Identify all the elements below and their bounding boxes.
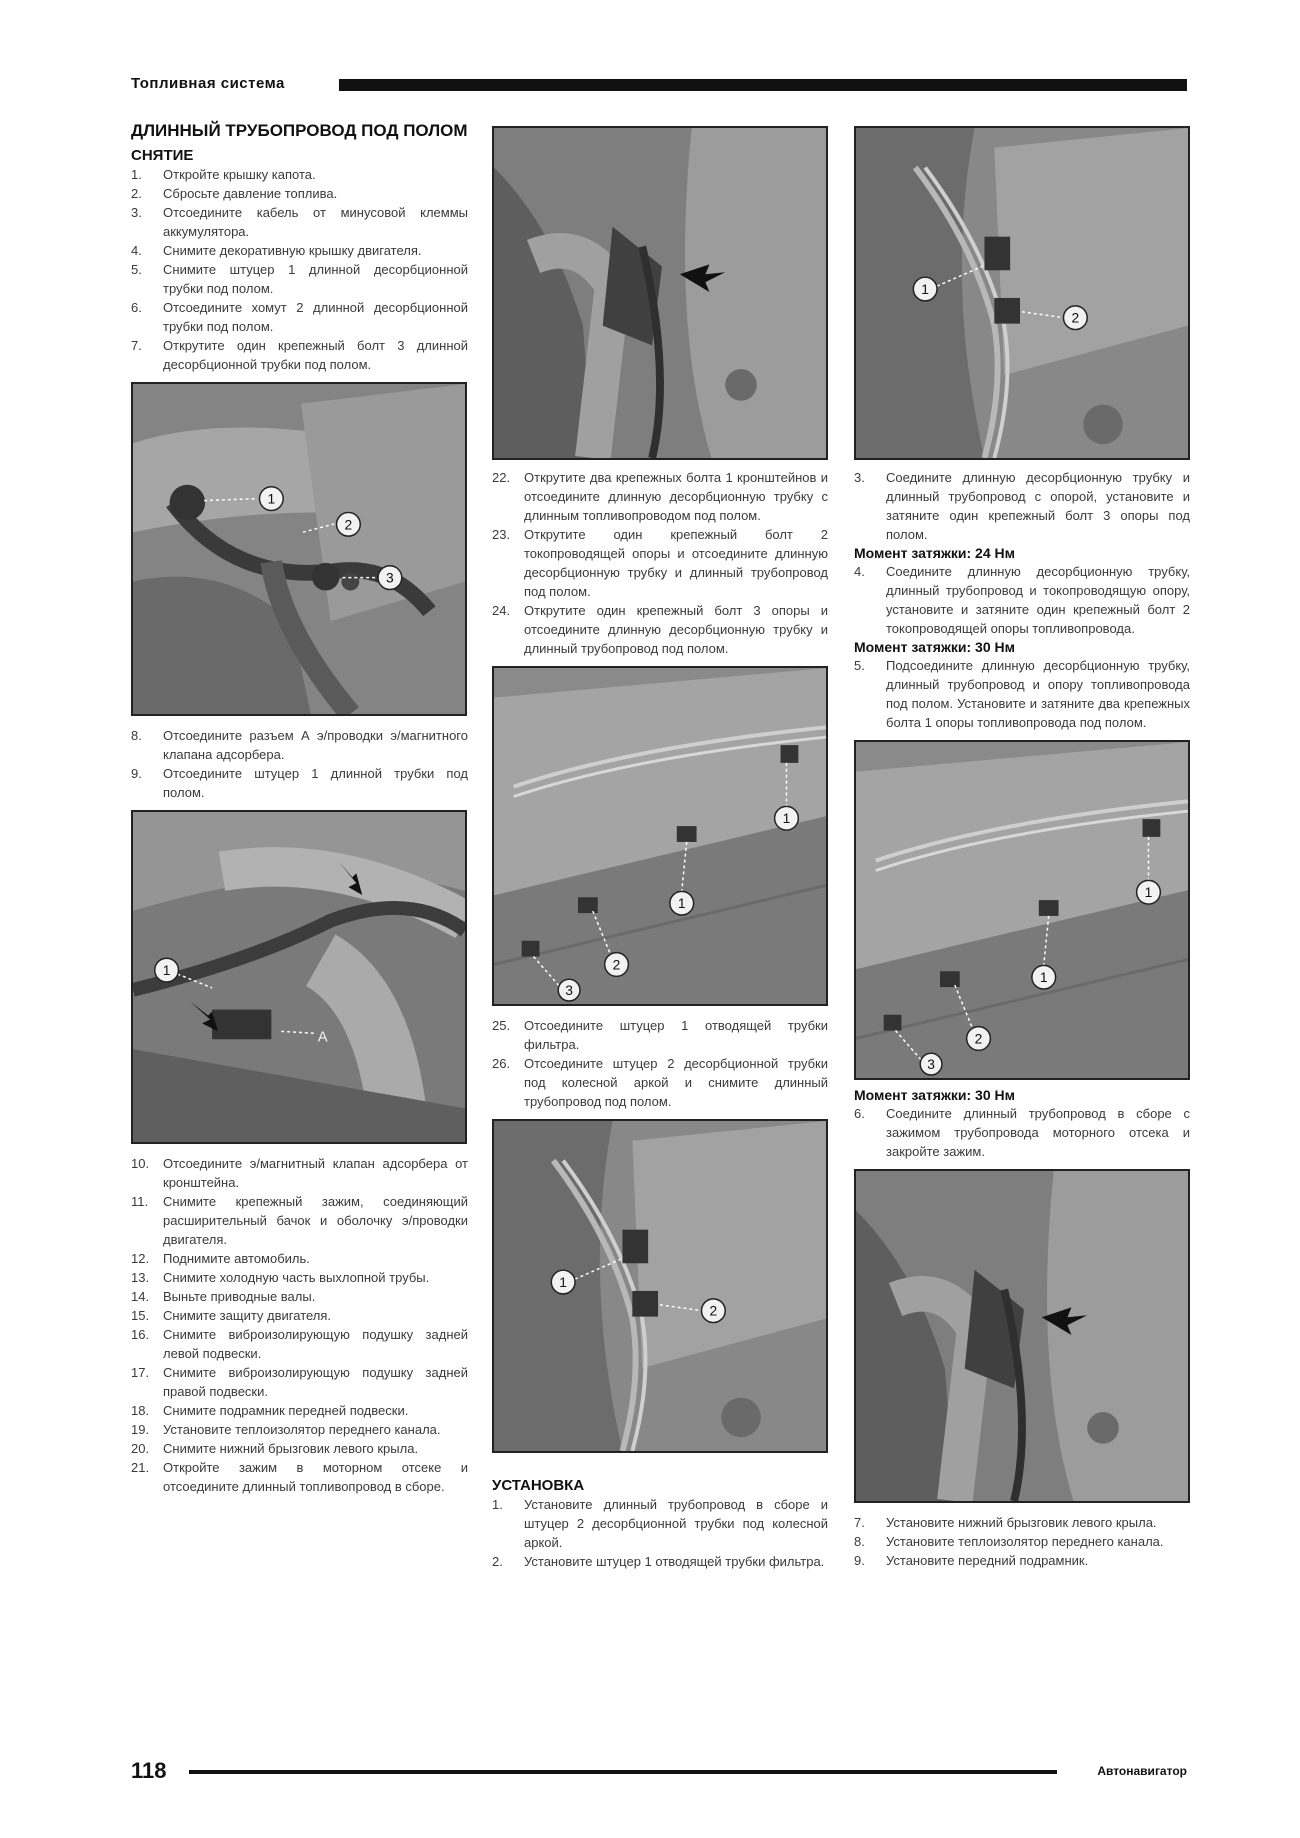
step-text: Установите теплоизолятор переднего канала. xyxy=(886,1534,1164,1549)
callout-1: 1 xyxy=(921,281,930,298)
callout-2: 2 xyxy=(1071,309,1080,326)
step-number: 2. xyxy=(492,1554,503,1569)
step-text: Открутите один крепежный болт 2 токопроводящей опоры и отсоедините длинную десорбционную трубку и длинный трубопровод под полом. xyxy=(524,527,828,599)
step-number: 3. xyxy=(854,470,865,485)
list-item xyxy=(854,1532,1190,1551)
step-text: Поднимите автомобиль. xyxy=(163,1251,310,1266)
torque-note: Момент затяжки: 24 Нм xyxy=(854,545,1015,561)
step-number: 5. xyxy=(854,658,865,673)
step-number: 3. xyxy=(131,205,142,220)
step-text: Открутите один крепежный болт 3 опоры и отсоедините длинную десорбционную трубку и длинный трубопровод под полом. xyxy=(524,603,828,656)
figure-engine-bay-1-drawing xyxy=(133,384,465,714)
step-text: Открутите два крепежных болта 1 кронштейнов и отсоедините длинную десорбционную трубку с длинным топливопроводом под полом. xyxy=(524,470,828,523)
figure-underbody-2-drawing xyxy=(494,668,826,1004)
step-text: Сбросьте давление топлива. xyxy=(163,186,338,201)
list-item xyxy=(131,203,468,241)
step-number: 24. xyxy=(492,603,511,618)
step-list xyxy=(854,656,1190,732)
step-number: 17. xyxy=(131,1365,150,1380)
callout-a: A xyxy=(317,1029,328,1046)
step-number: 4. xyxy=(131,243,142,258)
column-1 xyxy=(131,118,468,1496)
step-text: Соедините длинный трубопровод в сборе с зажимом трубопровода моторного отсека и закройте зажим. xyxy=(886,1106,1190,1159)
step-number: 22. xyxy=(492,470,511,485)
column-2 xyxy=(492,126,828,1571)
removal-heading: СНЯТИЕ xyxy=(131,147,194,164)
step-text: Установите нижний брызговик левого крыла. xyxy=(886,1515,1157,1530)
step-list xyxy=(854,1104,1190,1161)
torque-note: Момент затяжки: 30 Нм xyxy=(854,1087,1015,1103)
list-item xyxy=(854,656,1190,732)
list-item xyxy=(131,298,468,336)
step-number: 1. xyxy=(131,167,142,182)
list-item xyxy=(492,468,828,525)
step-text: Установите длинный трубопровод в сборе и штуцер 2 десорбционной трубки под колесной аркой. xyxy=(524,1497,828,1550)
step-text: Снимите штуцер 1 длинной десорбционной трубки под полом. xyxy=(163,262,468,296)
step-text: Отсоедините штуцер 1 отводящей трубки фильтра. xyxy=(524,1018,828,1052)
step-text: Отсоедините э/магнитный клапан адсорбера от кронштейна. xyxy=(163,1156,468,1190)
step-number: 8. xyxy=(131,728,142,743)
callout-2: 2 xyxy=(612,956,621,973)
callout-1: 1 xyxy=(559,1274,568,1291)
header-bar xyxy=(339,79,1187,91)
callout-3: 3 xyxy=(927,1056,935,1073)
step-number: 9. xyxy=(131,766,142,781)
step-text: Выньте приводные валы. xyxy=(163,1289,316,1304)
step-text: Отсоедините кабель от минусовой клеммы аккумулятора. xyxy=(163,205,468,239)
step-list xyxy=(854,562,1190,638)
step-text: Соедините длинную десорбционную трубку и длинный трубопровод с опорой, установите и затяните один крепежный болт 3 опоры под полом. xyxy=(886,470,1190,542)
footer-line xyxy=(189,1770,1057,1774)
install-heading: УСТАНОВКА xyxy=(492,1477,585,1494)
step-number: 18. xyxy=(131,1403,150,1418)
list-item xyxy=(131,1420,468,1439)
list-item xyxy=(854,562,1190,638)
step-number: 8. xyxy=(854,1534,865,1549)
step-text: Отсоедините штуцер 2 десорбционной трубки под колесной аркой и снимите длинный трубопровод под полом. xyxy=(524,1056,828,1109)
step-number: 13. xyxy=(131,1270,150,1285)
list-item xyxy=(131,1401,468,1420)
running-header xyxy=(131,76,1187,94)
figure-underbody-4 xyxy=(854,126,1190,460)
callout-1: 1 xyxy=(1039,969,1048,986)
column-3 xyxy=(854,126,1190,1570)
figure-underbody-3 xyxy=(492,1119,828,1453)
list-item xyxy=(492,601,828,658)
page-footer xyxy=(131,1758,1187,1782)
list-item xyxy=(854,468,1190,544)
step-number: 7. xyxy=(854,1515,865,1530)
step-list xyxy=(131,726,468,802)
step-text: Установите передний подрамник. xyxy=(886,1553,1089,1568)
list-item xyxy=(131,1287,468,1306)
step-number: 15. xyxy=(131,1308,150,1323)
list-item xyxy=(492,525,828,601)
step-text: Отсоедините штуцер 1 длинной трубки под полом. xyxy=(163,766,468,800)
figure-engine-bay-1 xyxy=(131,382,467,716)
step-text: Снимите подрамник передней подвески. xyxy=(163,1403,409,1418)
list-item xyxy=(131,1439,468,1458)
step-number: 6. xyxy=(131,300,142,315)
figure-engine-bay-3-drawing xyxy=(856,1171,1188,1501)
step-number: 5. xyxy=(131,262,142,277)
step-number: 11. xyxy=(131,1194,149,1209)
list-item xyxy=(131,1268,468,1287)
callout-2: 2 xyxy=(974,1030,983,1047)
step-text: Установите штуцер 1 отводящей трубки фильтра. xyxy=(524,1554,825,1569)
list-item xyxy=(131,1154,468,1192)
figure-underbody-2 xyxy=(492,666,828,1006)
list-item xyxy=(131,1363,468,1401)
step-text: Снимите нижний брызговик левого крыла. xyxy=(163,1441,419,1456)
step-number: 26. xyxy=(492,1056,511,1071)
step-list xyxy=(131,165,468,374)
list-item xyxy=(131,184,468,203)
figure-engine-bay-2-drawing xyxy=(133,812,465,1142)
step-number: 21. xyxy=(131,1460,150,1475)
step-text: Снимите виброизолирующую подушку задней правой подвески. xyxy=(163,1365,468,1399)
step-number: 4. xyxy=(854,564,865,579)
step-list xyxy=(492,1495,828,1571)
step-list xyxy=(131,1154,468,1496)
list-item xyxy=(131,1306,468,1325)
list-item xyxy=(131,1249,468,1268)
step-text: Отсоедините хомут 2 длинной десорбционной трубки под полом. xyxy=(163,300,468,334)
list-item xyxy=(854,1104,1190,1161)
figure-engine-bay-3 xyxy=(854,1169,1190,1503)
step-number: 19. xyxy=(131,1422,150,1437)
step-number: 12. xyxy=(131,1251,150,1266)
step-list xyxy=(492,1016,828,1111)
step-text: Подсоедините длинную десорбционную трубку, длинный трубопровод и опору топливопровода под полом. Установите и затяните два крепежных болта 1 опоры топливопровода под полом. xyxy=(886,658,1190,730)
callout-3: 3 xyxy=(565,982,573,999)
list-item xyxy=(131,165,468,184)
step-number: 16. xyxy=(131,1327,150,1342)
step-text: Соедините длинную десорбционную трубку, длинный трубопровод и токопроводящую опору, установите и затяните один крепежный болт 2 токопроводящей опоры топливопровода. xyxy=(886,564,1190,636)
list-item xyxy=(854,1551,1190,1570)
step-text: Отсоедините разъем А э/проводки э/магнитного клапана адсорбера. xyxy=(163,728,468,762)
step-text: Установите теплоизолятор переднего канала. xyxy=(163,1422,441,1437)
step-text: Открутите один крепежный болт 3 длинной десорбционной трубки под полом. xyxy=(163,338,468,372)
figure-underbody-1-drawing xyxy=(494,128,826,458)
list-item xyxy=(131,241,468,260)
step-text: Откройте зажим в моторном отсеке и отсоедините длинный топливопровод в сборе. xyxy=(163,1460,468,1494)
list-item xyxy=(131,726,468,764)
page-number: 118 xyxy=(131,1758,167,1783)
list-item xyxy=(492,1552,828,1571)
step-list xyxy=(854,468,1190,544)
step-list xyxy=(854,1513,1190,1570)
step-text: Снимите защиту двигателя. xyxy=(163,1308,332,1323)
list-item xyxy=(131,1192,468,1249)
list-item xyxy=(492,1054,828,1111)
list-item xyxy=(131,336,468,374)
list-item xyxy=(854,1513,1190,1532)
step-number: 10. xyxy=(131,1156,150,1171)
step-text: Снимите холодную часть выхлопной трубы. xyxy=(163,1270,430,1285)
step-text: Снимите крепежный зажим, соединяющий расширительный бачок и оболочку э/проводки двигателя. xyxy=(163,1194,468,1247)
publisher-brand: Автонавигатор xyxy=(1097,1764,1187,1778)
step-number: 20. xyxy=(131,1441,150,1456)
step-text: Снимите декоративную крышку двигателя. xyxy=(163,243,422,258)
figure-engine-bay-2 xyxy=(131,810,467,1144)
chapter-title: Топливная система xyxy=(131,75,285,92)
list-item xyxy=(131,1458,468,1496)
list-item xyxy=(131,764,468,802)
figure-underbody-4-drawing xyxy=(856,128,1188,458)
step-number: 6. xyxy=(854,1106,865,1121)
section-title: ДЛИННЫЙ ТРУБОПРОВОД ПОД ПОЛОМ xyxy=(131,121,468,140)
torque-note: Момент затяжки: 30 Нм xyxy=(854,639,1015,655)
callout-1: 1 xyxy=(677,895,686,912)
step-list xyxy=(492,468,828,658)
step-number: 25. xyxy=(492,1018,511,1033)
step-number: 2. xyxy=(131,186,142,201)
figure-underbody-5-drawing xyxy=(856,742,1188,1078)
figure-underbody-3-drawing xyxy=(494,1121,826,1451)
step-number: 9. xyxy=(854,1553,865,1568)
callout-3: 3 xyxy=(386,569,394,586)
list-item xyxy=(492,1016,828,1054)
step-number: 23. xyxy=(492,527,511,542)
list-item xyxy=(492,1495,828,1552)
callout-2: 2 xyxy=(344,516,353,533)
step-number: 1. xyxy=(492,1497,503,1512)
callout-1: 1 xyxy=(1144,884,1153,901)
step-text: Откройте крышку капота. xyxy=(163,167,316,182)
figure-underbody-1 xyxy=(492,126,828,460)
step-number: 14. xyxy=(131,1289,150,1304)
list-item xyxy=(131,260,468,298)
callout-1: 1 xyxy=(782,810,791,827)
callout-1: 1 xyxy=(162,962,171,979)
callout-2: 2 xyxy=(709,1302,718,1319)
callout-1: 1 xyxy=(267,490,276,507)
step-number: 7. xyxy=(131,338,142,353)
step-text: Снимите виброизолирующую подушку задней левой подвески. xyxy=(163,1327,468,1361)
list-item xyxy=(131,1325,468,1363)
figure-underbody-5 xyxy=(854,740,1190,1080)
